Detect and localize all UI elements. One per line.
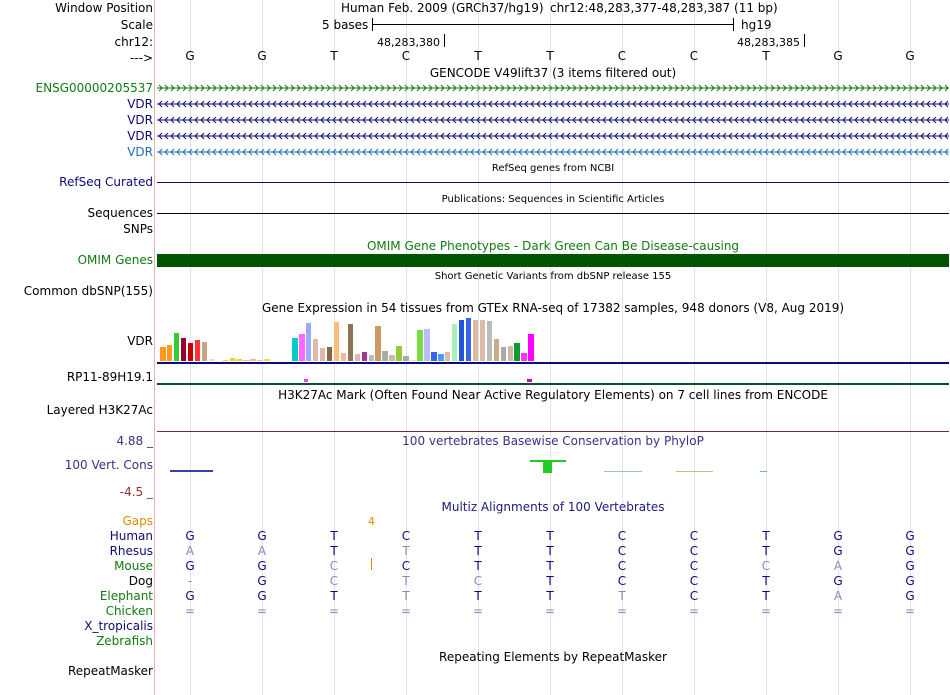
alignment-base: T [402, 574, 410, 588]
alignment-base: G [905, 574, 915, 588]
alignment-base: T [546, 559, 554, 573]
label-separator [154, 0, 155, 695]
gaps-label[interactable]: Gaps [122, 514, 153, 528]
alignment-base: G [257, 529, 267, 543]
phylop-title[interactable]: 100 vertebrates Basewise Conservation by PhyloP [402, 434, 704, 448]
gtex-tissue-bar[interactable] [174, 333, 180, 361]
scale-tick-right [733, 18, 734, 31]
alignment-base: T [618, 589, 626, 603]
omim-title[interactable]: OMIM Gene Phenotypes - Dark Green Can Be Disease-causing [366, 239, 740, 253]
gtex-tissue-bar[interactable] [334, 322, 340, 361]
base-letter: G [185, 49, 195, 63]
gtex-tissue-bar[interactable] [466, 318, 472, 361]
phylop-segment-3 [604, 471, 642, 472]
gtex-tissue-bar[interactable] [181, 338, 187, 361]
gtex-tissue-bar[interactable] [452, 324, 458, 361]
alignment-base: T [546, 574, 554, 588]
base-letter: C [617, 49, 627, 63]
window-position-label: Window Position [55, 1, 153, 15]
alignment-base: G [185, 559, 195, 573]
alignment-base: = [832, 604, 844, 618]
dbsnp-label[interactable]: Common dbSNP(155) [23, 284, 153, 298]
gtex-tissue-bar[interactable] [424, 329, 430, 361]
alignment-base: C [689, 589, 699, 603]
gtex-tissue-bar[interactable] [438, 354, 444, 361]
scale-bar [372, 24, 733, 25]
alignment-base: C [689, 574, 699, 588]
gencode-gene-track[interactable] [157, 147, 949, 157]
phylop-label[interactable]: 100 Vert. Cons [64, 458, 153, 472]
position-readout: chr12:48,283,377-48,283,387 (11 bp) [550, 1, 778, 15]
gtex-tissue-bar[interactable] [160, 347, 166, 361]
base-letter: C [689, 49, 699, 63]
multiz-title[interactable]: Multiz Alignments of 100 Vertebrates [441, 500, 665, 514]
alignment-base: C [401, 529, 411, 543]
base-letter: T [330, 49, 338, 63]
publications-line[interactable] [157, 213, 949, 214]
publications-title[interactable]: Publications: Sequences in Scientific Articles [441, 194, 665, 205]
gtex-tissue-bar[interactable] [167, 345, 173, 361]
alignment-base: = [256, 604, 268, 618]
gtex-gene-line[interactable] [157, 362, 949, 364]
gtex-tissue-bar[interactable] [195, 340, 201, 361]
phylop-segment-5 [760, 471, 767, 472]
gtex-tissue-bar[interactable] [494, 339, 500, 361]
phylop-segment-1 [170, 470, 213, 472]
gtex-tissue-bar[interactable] [313, 339, 319, 361]
alignment-base: C [617, 544, 627, 558]
gtex-bar-chart[interactable] [157, 316, 537, 361]
publications-label[interactable]: Sequences [87, 206, 153, 220]
coord-label-1: 48,283,380 [377, 36, 440, 49]
gtex-tissue-bar[interactable] [445, 352, 451, 361]
gtex-tissue-bar[interactable] [243, 360, 249, 361]
base-letter: T [546, 49, 554, 63]
gtex-label[interactable]: VDR [127, 334, 153, 348]
gtex-tissue-bar[interactable] [348, 324, 354, 361]
gtex-tissue-bar[interactable] [223, 360, 229, 361]
h3k27ac-title[interactable]: H3K27Ac Mark (Often Found Near Active Regulatory Elements) on 7 cell lines from ENCODE [278, 388, 828, 402]
species-label[interactable]: Mouse [114, 559, 153, 573]
gtex-tissue-bar[interactable] [514, 343, 520, 361]
alignment-base: C [689, 559, 699, 573]
alignment-base: C [473, 574, 483, 588]
alignment-base: G [257, 574, 267, 588]
alignment-base: T [762, 544, 770, 558]
alignment-base: = [688, 604, 700, 618]
alignment-base: A [833, 589, 843, 603]
alignment-base: A [185, 544, 195, 558]
alignment-base: = [616, 604, 628, 618]
alignment-base: T [762, 589, 770, 603]
gtex-tissue-bar[interactable] [230, 358, 236, 361]
gtex-tissue-bar[interactable] [202, 342, 208, 361]
repeatmasker-label[interactable]: RepeatMasker [67, 664, 153, 678]
omim-bar[interactable] [157, 254, 949, 267]
gtex-tissue-bar[interactable] [369, 355, 375, 361]
alignment-base: G [905, 559, 915, 573]
alignment-base: C [329, 574, 339, 588]
base-letter: G [257, 49, 267, 63]
species-label[interactable]: X_tropicalis [84, 619, 153, 633]
alignment-base: T [546, 544, 554, 558]
gtex-tissue-bar[interactable] [410, 360, 416, 361]
gtex-tissue-bar[interactable] [528, 334, 534, 361]
scale-tick-left [372, 18, 373, 31]
base-letter: T [474, 49, 482, 63]
gtex-tissue-bar[interactable] [188, 343, 194, 361]
gencode-gene-track[interactable] [157, 131, 949, 141]
gap-marker [371, 558, 372, 570]
alignment-base: G [257, 559, 267, 573]
gtex-tissue-bar[interactable] [473, 320, 479, 361]
alignment-base: T [474, 559, 482, 573]
gtex-tissue-bar[interactable] [431, 352, 437, 361]
species-label[interactable]: Chicken [105, 604, 153, 618]
species-label[interactable]: Human [109, 529, 153, 543]
rp11-line[interactable] [157, 383, 949, 385]
gtex-tissue-bar[interactable] [362, 352, 368, 361]
gtex-tissue-bar[interactable] [264, 359, 270, 361]
rp11-mark-1 [304, 379, 308, 382]
alignment-base: G [833, 544, 843, 558]
h3k27ac-baseline [157, 431, 949, 432]
alignment-base: G [833, 529, 843, 543]
species-label[interactable]: Dog [128, 574, 153, 588]
alignment-base: G [905, 529, 915, 543]
alignment-base: G [185, 589, 195, 603]
gtex-title[interactable]: Gene Expression in 54 tissues from GTEx RNA-seq of 17382 samples, 948 donors (V8, Aug 2019) [261, 301, 845, 315]
alignment-base: = [760, 604, 772, 618]
alignment-base: = [544, 604, 556, 618]
dbsnp-title[interactable]: Short Genetic Variants from dbSNP release 155 [434, 271, 672, 282]
refseq-label[interactable]: RefSeq Curated [59, 175, 153, 189]
alignment-base: T [330, 544, 338, 558]
phylop-peak [543, 462, 552, 473]
gtex-tissue-bar[interactable] [487, 321, 493, 362]
alignment-base: T [402, 544, 410, 558]
h3k27ac-label[interactable]: Layered H3K27Ac [46, 403, 153, 417]
alignment-base: = [400, 604, 412, 618]
alignment-base: T [474, 544, 482, 558]
alignment-base: C [617, 574, 627, 588]
alignment-base: G [185, 529, 195, 543]
alignment-base: G [905, 589, 915, 603]
alignment-base: A [833, 559, 843, 573]
gtex-tissue-bar[interactable] [459, 320, 465, 361]
gencode-gene-track[interactable] [157, 115, 949, 125]
alignment-base: = [904, 604, 916, 618]
gencode-gene-label[interactable]: ENSG00000205537 [35, 81, 153, 95]
gtex-tissue-bar[interactable] [501, 347, 507, 361]
scale-assembly: hg19 [741, 18, 772, 32]
gtex-tissue-bar[interactable] [375, 326, 381, 361]
snps-label[interactable]: SNPs [123, 222, 153, 236]
species-label[interactable]: Rhesus [109, 544, 153, 558]
gencode-gene-label[interactable]: VDR [127, 97, 153, 111]
alignment-base: G [257, 589, 267, 603]
alignment-base: = [184, 604, 196, 618]
gtex-tissue-bar[interactable] [250, 359, 256, 361]
alignment-base: = [472, 604, 484, 618]
alignment-base: C [329, 559, 339, 573]
gencode-gene-track[interactable] [157, 99, 949, 109]
scale-label: Scale [120, 18, 153, 32]
base-letter: G [833, 49, 843, 63]
alignment-base: T [474, 589, 482, 603]
gtex-tissue-bar[interactable] [521, 353, 527, 361]
alignment-base: A [257, 544, 267, 558]
gtex-tissue-bar[interactable] [320, 348, 326, 361]
phylop-min: -4.5 _ [119, 485, 153, 499]
gencode-gene-label[interactable]: VDR [127, 113, 153, 127]
alignment-base: C [617, 529, 627, 543]
alignment-base: T [330, 589, 338, 603]
repeatmasker-title[interactable]: Repeating Elements by RepeatMasker [439, 650, 667, 664]
chrom-label: chr12: [114, 35, 153, 49]
gtex-tissue-bar[interactable] [327, 347, 333, 361]
phylop-max: 4.88 _ [116, 434, 153, 448]
alignment-base: = [328, 604, 340, 618]
gencode-gene-label[interactable]: VDR [127, 129, 153, 143]
gtex-tissue-bar[interactable] [396, 346, 402, 361]
alignment-base: C [401, 559, 411, 573]
alignment-base: T [762, 574, 770, 588]
gtex-tissue-bar[interactable] [480, 320, 486, 361]
gtex-tissue-bar[interactable] [341, 353, 347, 361]
alignment-base: T [330, 529, 338, 543]
coord-tick-2 [804, 34, 805, 47]
alignment-base: T [402, 589, 410, 603]
alignment-base: C [617, 559, 627, 573]
scale-text: 5 bases [322, 18, 369, 32]
gtex-tissue-bar[interactable] [209, 359, 215, 361]
gtex-tissue-bar[interactable] [257, 360, 263, 361]
omim-label[interactable]: OMIM Genes [77, 253, 153, 267]
gtex-tissue-bar[interactable] [382, 351, 388, 361]
coord-label-2: 48,283,385 [737, 36, 800, 49]
gtex-tissue-bar[interactable] [508, 346, 514, 361]
assembly-title: Human Feb. 2009 (GRCh37/hg19) [341, 1, 544, 15]
alignment-base: G [833, 574, 843, 588]
alignment-base: C [689, 544, 699, 558]
alignment-base: C [689, 529, 699, 543]
alignment-base: T [762, 529, 770, 543]
alignment-base: C [761, 559, 771, 573]
gtex-tissue-bar[interactable] [389, 355, 395, 361]
base-letter: G [905, 49, 915, 63]
species-label[interactable]: Zebrafish [96, 634, 153, 648]
refseq-line[interactable] [157, 182, 949, 183]
strand-label: ---> [129, 51, 153, 65]
gtex-tissue-bar[interactable] [236, 359, 242, 361]
gencode-title[interactable]: GENCODE V49lift37 (3 items filtered out) [429, 66, 677, 80]
alignment-base: T [546, 529, 554, 543]
gtex-tissue-bar[interactable] [306, 323, 312, 361]
gtex-tissue-bar[interactable] [355, 354, 361, 361]
base-letter: C [401, 49, 411, 63]
phylop-segment-4 [676, 471, 713, 472]
rp11-mark-2 [527, 379, 532, 382]
gencode-gene-track[interactable] [157, 83, 949, 93]
alignment-base: T [474, 529, 482, 543]
gaps-value: 4 [368, 515, 375, 528]
gtex-tissue-bar[interactable] [403, 356, 409, 361]
coord-tick-1 [444, 34, 445, 47]
species-label[interactable]: Elephant [99, 589, 153, 603]
gencode-gene-label[interactable]: VDR [127, 145, 153, 159]
alignment-base: G [905, 544, 915, 558]
gtex-tissue-bar[interactable] [299, 334, 305, 361]
rp11-label[interactable]: RP11-89H19.1 [66, 370, 153, 384]
alignment-base: T [546, 589, 554, 603]
gtex-tissue-bar[interactable] [292, 338, 298, 361]
gtex-tissue-bar[interactable] [417, 330, 423, 362]
refseq-title[interactable]: RefSeq genes from NCBI [491, 163, 615, 174]
base-letter: T [762, 49, 770, 63]
alignment-base: - [187, 574, 193, 588]
